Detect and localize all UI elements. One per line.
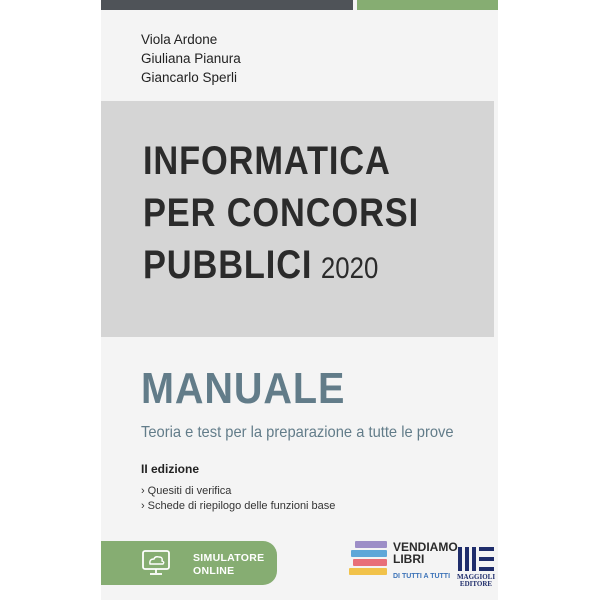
title-line-1: INFORMATICA: [143, 139, 391, 183]
feature-text: Schede di riepilogo delle funzioni base: [147, 500, 336, 512]
title-year: 2020: [320, 252, 379, 285]
publisher-name: [456, 574, 496, 588]
feature-list: [141, 484, 335, 514]
book-cover: [101, 0, 498, 600]
title-line-3-text: PUBBLICI: [143, 243, 313, 287]
book-shape: [351, 550, 387, 557]
author-name: Giancarlo Sperli: [141, 70, 238, 85]
publisher-logo: [456, 545, 496, 587]
title-line-3: [143, 243, 378, 288]
publisher-name-line-1: MAGGIOLI: [456, 573, 496, 581]
book-shape: [353, 559, 387, 566]
vendiamo-line-2: LIBRI: [393, 552, 425, 566]
maggioli-logo-icon: [456, 545, 496, 573]
simulator-line-1: SIMULATORE: [193, 552, 265, 564]
top-bar-green: [357, 0, 498, 10]
simulator-label: [193, 552, 264, 578]
feature-item: [141, 499, 335, 514]
feature-item: [141, 484, 335, 499]
computer-cloud-icon: [141, 549, 171, 577]
top-bar-dark: [101, 0, 353, 10]
manuale-heading: MANUALE: [141, 364, 346, 413]
title-line-2: PER CONCORSI: [143, 191, 420, 235]
feature-bullet: ›: [141, 485, 145, 497]
edition-label: II edizione: [141, 462, 200, 476]
feature-text: Quesiti di verifica: [147, 485, 232, 497]
author-name: Viola Ardone: [141, 32, 218, 47]
author-list: [141, 30, 241, 87]
vendiamo-libri-logo: [347, 540, 458, 587]
subtitle: Teoria e test per la preparazione a tutte le prove: [141, 424, 454, 441]
book-shape: [355, 541, 387, 548]
simulator-line-2: ONLINE: [193, 565, 235, 577]
vendiamo-tagline: DI TUTTI A TUTTI: [393, 573, 451, 580]
feature-bullet: ›: [141, 500, 145, 512]
publisher-name-line-2: EDITORE: [459, 580, 493, 588]
vendiamo-line-1: VENDIAMO: [393, 540, 458, 554]
book-shape: [349, 568, 387, 575]
title-band: [101, 101, 494, 337]
simulator-badge: [101, 541, 277, 585]
vendiamo-text: [393, 541, 458, 565]
author-name: Giuliana Pianura: [141, 51, 241, 66]
